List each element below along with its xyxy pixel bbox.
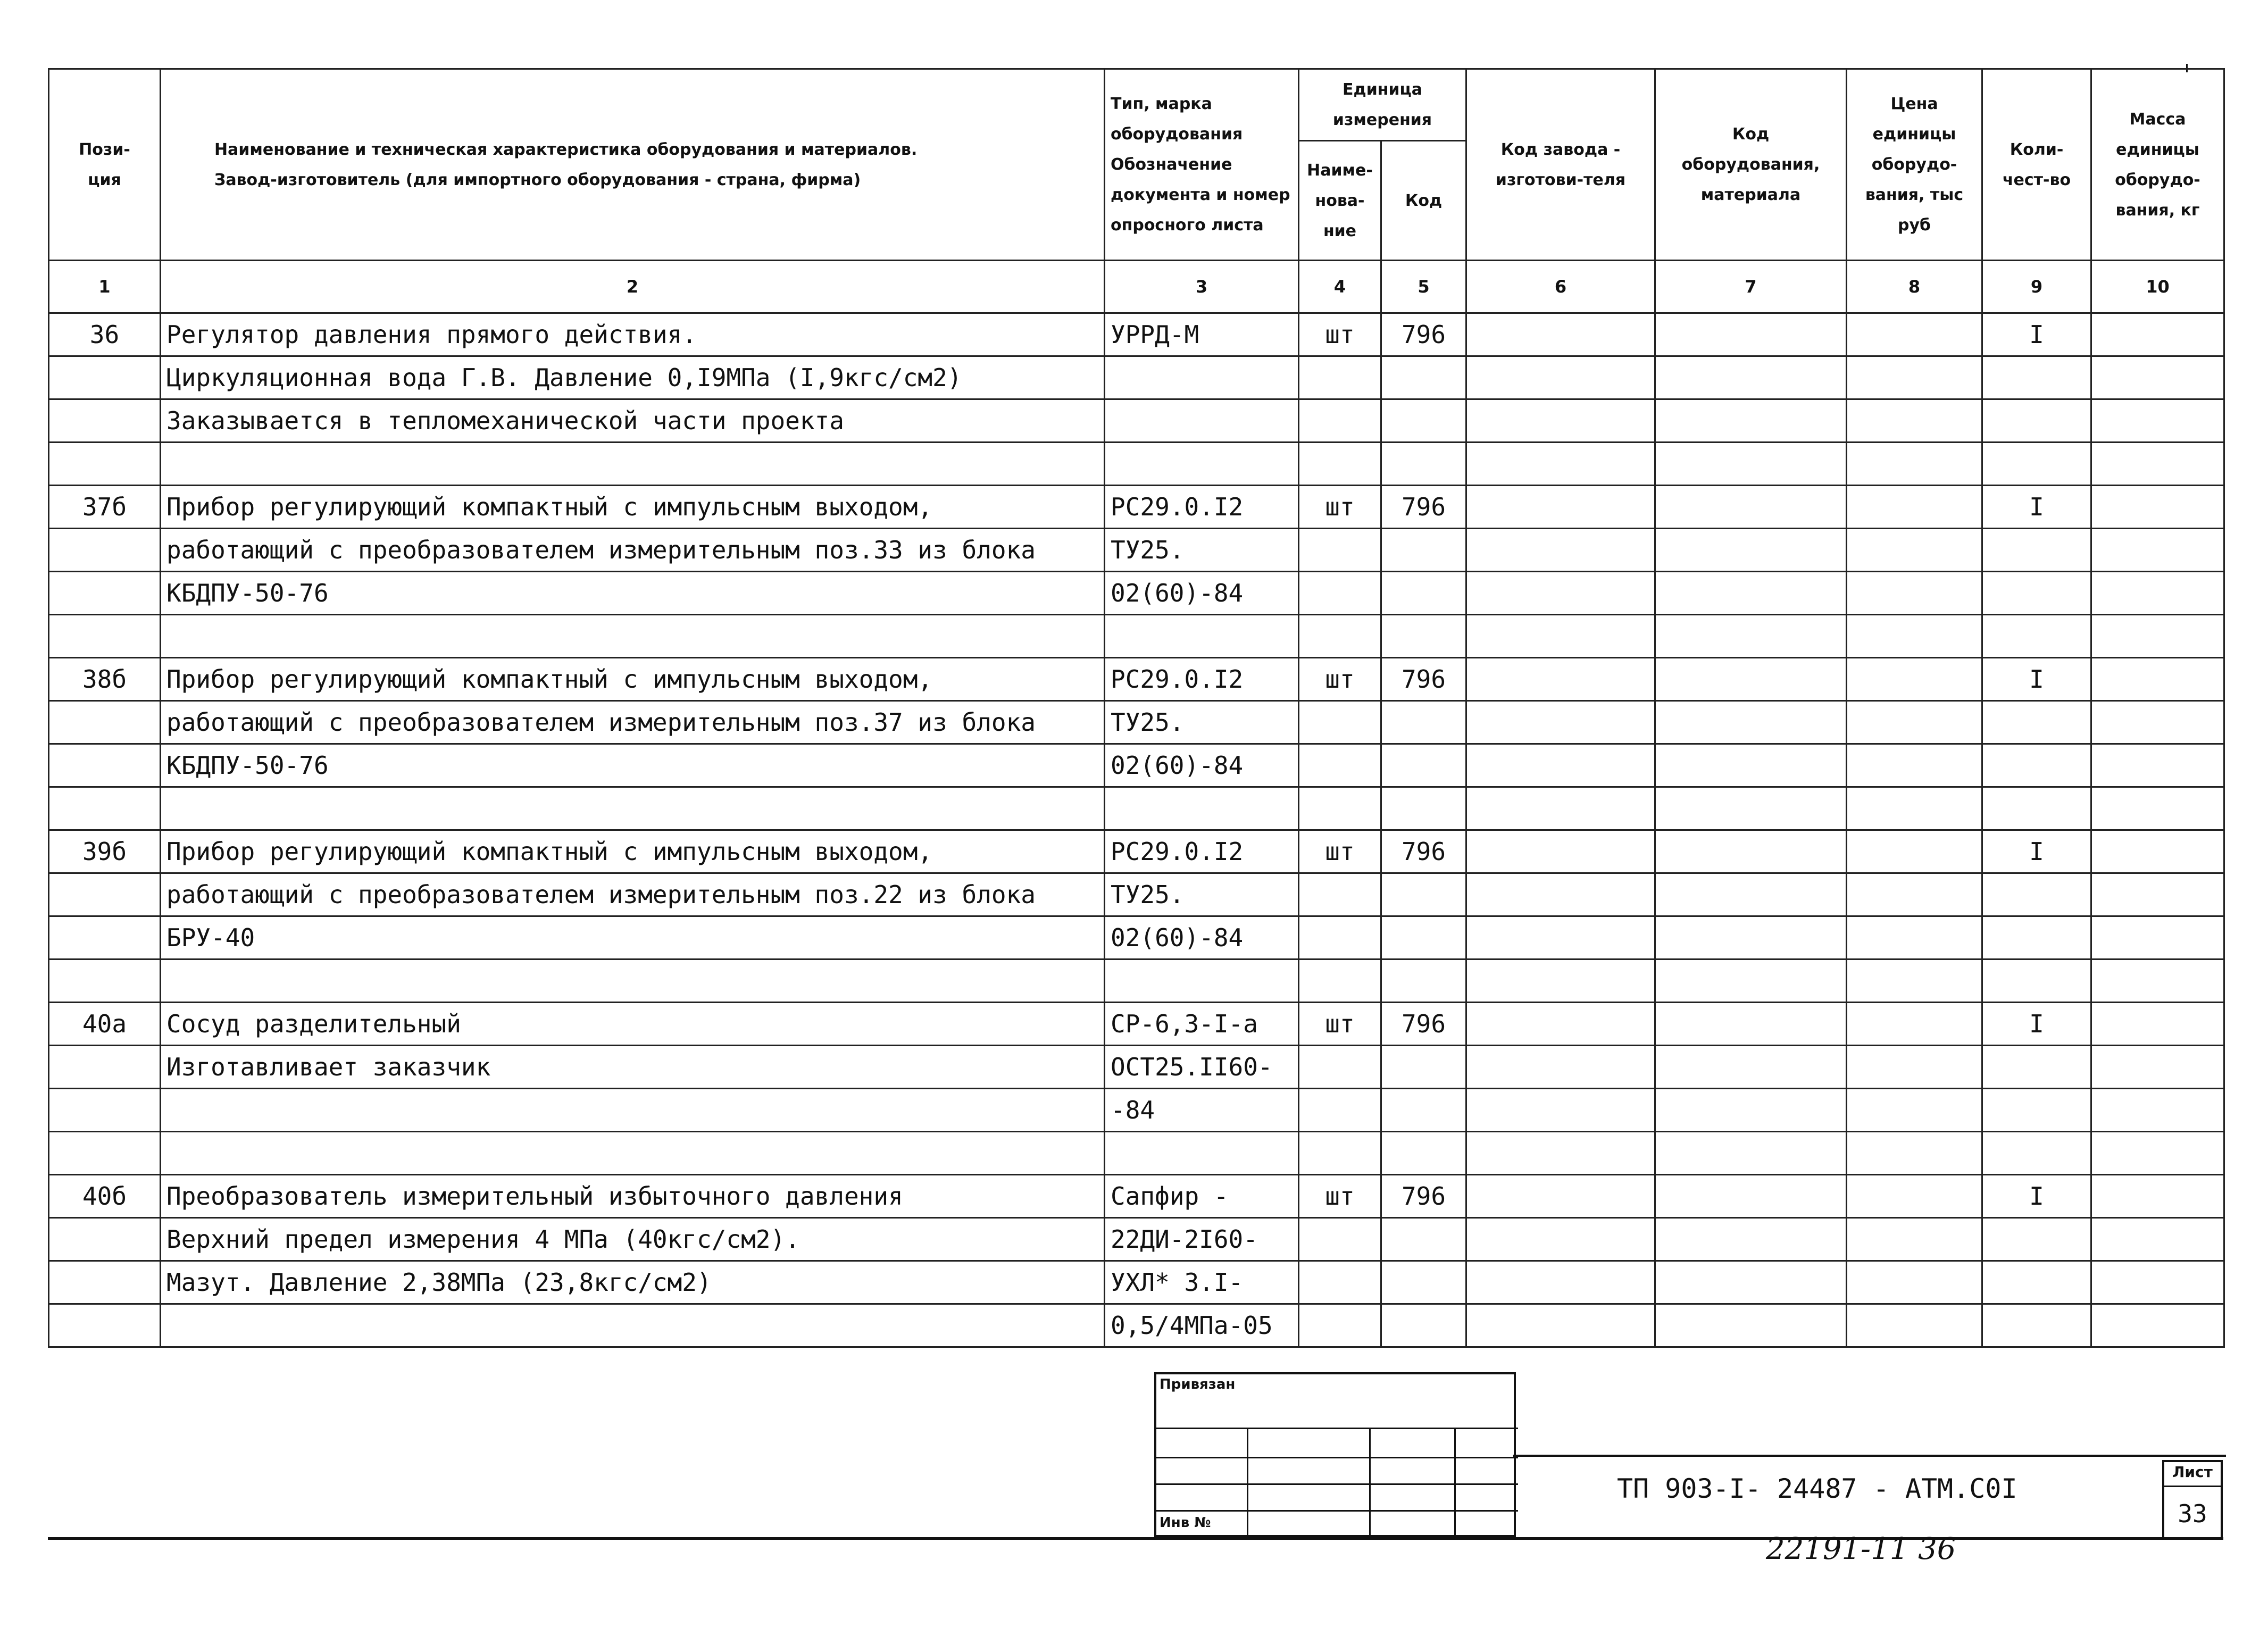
column-number-2: 2: [161, 261, 1105, 313]
position-cell: 37б: [49, 486, 161, 529]
price-cell: [1847, 1175, 1982, 1218]
quantity-cell: [1982, 356, 2091, 399]
mass-cell: [2091, 830, 2224, 873]
mass-cell: [2091, 744, 2224, 787]
equipment-code-cell: [1655, 744, 1847, 787]
unit-cell: [1299, 572, 1381, 615]
sheet-number-box: [2162, 1460, 2223, 1540]
equipment-code-cell: [1655, 830, 1847, 873]
price-cell: [1847, 744, 1982, 787]
mass-cell: [2091, 1261, 2224, 1304]
price-cell: [1847, 916, 1982, 959]
position-cell: [49, 615, 161, 658]
header-name-line1: Наименование и техническая характеристика оборудования и материалов.: [214, 140, 918, 159]
mass-cell: [2091, 1132, 2224, 1175]
mass-cell: [2091, 1089, 2224, 1132]
unit-cell: [1299, 701, 1381, 744]
price-cell: [1847, 529, 1982, 572]
name-cell: [161, 1304, 1105, 1347]
equipment-code-cell: [1655, 1261, 1847, 1304]
factory-code-cell: [1466, 701, 1655, 744]
price-cell: [1847, 701, 1982, 744]
unit-cell: [1299, 916, 1381, 959]
quantity-cell: [1982, 1089, 2091, 1132]
position-cell: [49, 1218, 161, 1261]
quantity-cell: [1982, 1261, 2091, 1304]
position-cell: [49, 873, 161, 916]
unit-code-cell: [1381, 1261, 1466, 1304]
factory-code-cell: [1466, 1046, 1655, 1089]
mass-cell: [2091, 658, 2224, 701]
name-cell: [161, 1132, 1105, 1175]
sheet-label: Лист: [2172, 1463, 2213, 1481]
unit-code-cell: [1381, 443, 1466, 486]
name-cell: [161, 1089, 1105, 1132]
factory-code-cell: [1466, 744, 1655, 787]
factory-code-cell: [1466, 486, 1655, 529]
position-cell: [49, 701, 161, 744]
unit-code-cell: [1381, 744, 1466, 787]
unit-cell: шт: [1299, 486, 1381, 529]
unit-code-cell: [1381, 399, 1466, 443]
price-cell: [1847, 1046, 1982, 1089]
unit-code-cell: [1381, 1218, 1466, 1261]
position-cell: [49, 443, 161, 486]
column-number-1: 1: [49, 261, 161, 313]
table-row: [49, 1175, 2224, 1218]
mass-cell: [2091, 959, 2224, 1003]
unit-cell: шт: [1299, 830, 1381, 873]
type-cell: [1105, 787, 1299, 830]
equipment-code-cell: [1655, 658, 1847, 701]
unit-code-cell: [1381, 529, 1466, 572]
specification-table: [48, 68, 2225, 1348]
position-cell: [49, 744, 161, 787]
position-cell: 40а: [49, 1003, 161, 1046]
factory-code-cell: [1466, 443, 1655, 486]
unit-cell: [1299, 787, 1381, 830]
equipment-code-cell: [1655, 572, 1847, 615]
position-cell: [49, 1304, 161, 1347]
header-position: Пози- ция: [49, 69, 161, 261]
name-cell: работающий с преобразователем измерительным поз.22 из блока: [161, 873, 1105, 916]
quantity-cell: I: [1982, 658, 2091, 701]
unit-cell: шт: [1299, 1003, 1381, 1046]
mass-cell: [2091, 615, 2224, 658]
equipment-code-cell: [1655, 313, 1847, 356]
header-unit-code: Код: [1381, 141, 1466, 261]
table-row: [49, 443, 2224, 486]
position-cell: 36: [49, 313, 161, 356]
type-cell: ТУ25.: [1105, 873, 1299, 916]
unit-cell: [1299, 873, 1381, 916]
quantity-cell: [1982, 744, 2091, 787]
table-row: [49, 1046, 2224, 1089]
factory-code-cell: [1466, 1003, 1655, 1046]
table-row: [49, 1218, 2224, 1261]
column-number-3: 3: [1105, 261, 1299, 313]
type-cell: [1105, 399, 1299, 443]
table-row: [49, 830, 2224, 873]
quantity-cell: [1982, 572, 2091, 615]
equipment-code-cell: [1655, 701, 1847, 744]
quantity-cell: [1982, 1304, 2091, 1347]
quantity-cell: I: [1982, 486, 2091, 529]
name-cell: Прибор регулирующий компактный с импульсным выходом,: [161, 830, 1105, 873]
document-code: ТП 903-I- 24487 - АТМ.С0I: [1617, 1473, 2017, 1504]
price-cell: [1847, 615, 1982, 658]
quantity-cell: [1982, 701, 2091, 744]
price-cell: [1847, 1003, 1982, 1046]
equipment-code-cell: [1655, 399, 1847, 443]
unit-code-cell: [1381, 1304, 1466, 1347]
type-cell: -84: [1105, 1089, 1299, 1132]
type-cell: [1105, 1132, 1299, 1175]
type-cell: 02(60)-84: [1105, 572, 1299, 615]
equipment-code-cell: [1655, 1003, 1847, 1046]
unit-code-cell: 796: [1381, 830, 1466, 873]
table-row: [49, 486, 2224, 529]
position-cell: [49, 1089, 161, 1132]
factory-code-cell: [1466, 529, 1655, 572]
mass-cell: [2091, 787, 2224, 830]
factory-code-cell: [1466, 1304, 1655, 1347]
unit-cell: шт: [1299, 313, 1381, 356]
unit-cell: [1299, 399, 1381, 443]
header-price: Цена единицы оборудо-вания, тыс руб: [1847, 69, 1982, 261]
equipment-code-cell: [1655, 787, 1847, 830]
unit-code-cell: [1381, 873, 1466, 916]
name-cell: Изготавливает заказчик: [161, 1046, 1105, 1089]
unit-cell: [1299, 443, 1381, 486]
quantity-cell: I: [1982, 1175, 2091, 1218]
mass-cell: [2091, 916, 2224, 959]
unit-cell: шт: [1299, 658, 1381, 701]
unit-cell: шт: [1299, 1175, 1381, 1218]
table-row: [49, 572, 2224, 615]
column-number-5: 5: [1381, 261, 1466, 313]
column-number-10: 10: [2091, 261, 2224, 313]
factory-code-cell: [1466, 787, 1655, 830]
unit-code-cell: 796: [1381, 313, 1466, 356]
unit-cell: [1299, 1304, 1381, 1347]
position-cell: [49, 399, 161, 443]
name-cell: работающий с преобразователем измерительным поз.37 из блока: [161, 701, 1105, 744]
table-row: [49, 916, 2224, 959]
column-numbers-row: [49, 261, 2224, 313]
name-cell: Преобразователь измерительный избыточного давления: [161, 1175, 1105, 1218]
quantity-cell: [1982, 1132, 2091, 1175]
unit-cell: [1299, 1132, 1381, 1175]
stamp-tied-label: Привязан: [1160, 1376, 1236, 1392]
column-number-7: 7: [1655, 261, 1847, 313]
price-cell: [1847, 830, 1982, 873]
quantity-cell: I: [1982, 1003, 2091, 1046]
table-row: [49, 744, 2224, 787]
equipment-code-cell: [1655, 356, 1847, 399]
header-quantity: Коли-чест-во: [1982, 69, 2091, 261]
type-cell: [1105, 443, 1299, 486]
name-cell: Заказывается в тепломеханической части проекта: [161, 399, 1105, 443]
equipment-code-cell: [1655, 1089, 1847, 1132]
price-cell: [1847, 313, 1982, 356]
mass-cell: [2091, 443, 2224, 486]
equipment-code-cell: [1655, 1046, 1847, 1089]
table-row: [49, 1261, 2224, 1304]
quantity-cell: I: [1982, 313, 2091, 356]
equipment-code-cell: [1655, 916, 1847, 959]
quantity-cell: I: [1982, 830, 2091, 873]
quantity-cell: [1982, 1218, 2091, 1261]
unit-code-cell: 796: [1381, 1175, 1466, 1218]
factory-code-cell: [1466, 356, 1655, 399]
name-cell: [161, 787, 1105, 830]
mass-cell: [2091, 1218, 2224, 1261]
type-cell: УХЛ* 3.I-: [1105, 1261, 1299, 1304]
equipment-code-cell: [1655, 486, 1847, 529]
table-row: [49, 873, 2224, 916]
type-cell: Сапфир -: [1105, 1175, 1299, 1218]
unit-cell: [1299, 744, 1381, 787]
header-name: [161, 69, 1105, 261]
stamp-inv-label: Инв №: [1160, 1515, 1211, 1531]
position-cell: [49, 1046, 161, 1089]
column-number-8: 8: [1847, 261, 1982, 313]
table-row: [49, 615, 2224, 658]
price-cell: [1847, 399, 1982, 443]
type-cell: [1105, 959, 1299, 1003]
table-row: [49, 787, 2224, 830]
header-equipment-code: Код оборудования, материала: [1655, 69, 1847, 261]
factory-code-cell: [1466, 313, 1655, 356]
header-type: Тип, марка оборудования Обозначение документа и номер опросного листа: [1105, 69, 1299, 261]
quantity-cell: [1982, 615, 2091, 658]
type-cell: СР-6,3-I-а: [1105, 1003, 1299, 1046]
header-mass: Масса единицы оборудо-вания, кг: [2091, 69, 2224, 261]
mass-cell: [2091, 356, 2224, 399]
factory-code-cell: [1466, 658, 1655, 701]
factory-code-cell: [1466, 1261, 1655, 1304]
mass-cell: [2091, 701, 2224, 744]
equipment-code-cell: [1655, 1132, 1847, 1175]
quantity-cell: [1982, 873, 2091, 916]
name-cell: БРУ-40: [161, 916, 1105, 959]
name-cell: Регулятор давления прямого действия.: [161, 313, 1105, 356]
type-cell: ТУ25.: [1105, 529, 1299, 572]
type-cell: ОСТ25.II60-: [1105, 1046, 1299, 1089]
name-cell: Верхний предел измерения 4 МПа (40кгс/см2).: [161, 1218, 1105, 1261]
quantity-cell: [1982, 1046, 2091, 1089]
mass-cell: [2091, 1046, 2224, 1089]
price-cell: [1847, 1132, 1982, 1175]
column-number-9: 9: [1982, 261, 2091, 313]
archive-number: 22191-11 36: [1766, 1532, 1956, 1566]
unit-code-cell: 796: [1381, 1003, 1466, 1046]
type-cell: [1105, 615, 1299, 658]
mass-cell: [2091, 399, 2224, 443]
name-cell: Сосуд разделительный: [161, 1003, 1105, 1046]
mass-cell: [2091, 529, 2224, 572]
price-cell: [1847, 787, 1982, 830]
table-row: [49, 529, 2224, 572]
unit-code-cell: [1381, 701, 1466, 744]
quantity-cell: [1982, 529, 2091, 572]
sheet-number: 33: [2178, 1499, 2207, 1528]
type-cell: 22ДИ-2I60-: [1105, 1218, 1299, 1261]
unit-cell: [1299, 1046, 1381, 1089]
equipment-code-cell: [1655, 1218, 1847, 1261]
header-unit-name: Наиме-нова-ние: [1299, 141, 1381, 261]
equipment-code-cell: [1655, 615, 1847, 658]
type-cell: ТУ25.: [1105, 701, 1299, 744]
position-cell: [49, 529, 161, 572]
position-cell: [49, 916, 161, 959]
table-row: [49, 1304, 2224, 1347]
table-row: [49, 1089, 2224, 1132]
factory-code-cell: [1466, 830, 1655, 873]
equipment-code-cell: [1655, 1304, 1847, 1347]
factory-code-cell: [1466, 1175, 1655, 1218]
price-cell: [1847, 1218, 1982, 1261]
position-cell: [49, 356, 161, 399]
name-cell: Мазут. Давление 2,38МПа (23,8кгс/см2): [161, 1261, 1105, 1304]
unit-cell: [1299, 356, 1381, 399]
price-cell: [1847, 658, 1982, 701]
factory-code-cell: [1466, 1218, 1655, 1261]
factory-code-cell: [1466, 1089, 1655, 1132]
mass-cell: [2091, 572, 2224, 615]
price-cell: [1847, 486, 1982, 529]
position-cell: [49, 1261, 161, 1304]
position-cell: [49, 572, 161, 615]
name-cell: [161, 959, 1105, 1003]
approval-stamp: [1154, 1372, 1516, 1537]
unit-code-cell: [1381, 916, 1466, 959]
unit-code-cell: [1381, 572, 1466, 615]
unit-code-cell: [1381, 959, 1466, 1003]
factory-code-cell: [1466, 959, 1655, 1003]
unit-code-cell: [1381, 787, 1466, 830]
price-cell: [1847, 873, 1982, 916]
quantity-cell: [1982, 787, 2091, 830]
price-cell: [1847, 572, 1982, 615]
factory-code-cell: [1466, 615, 1655, 658]
unit-code-cell: [1381, 1132, 1466, 1175]
unit-code-cell: [1381, 356, 1466, 399]
table-row: [49, 399, 2224, 443]
name-cell: работающий с преобразователем измерительным поз.33 из блока: [161, 529, 1105, 572]
mass-cell: [2091, 313, 2224, 356]
mass-cell: [2091, 1304, 2224, 1347]
table-row: [49, 1132, 2224, 1175]
name-cell: [161, 615, 1105, 658]
table-row: [49, 313, 2224, 356]
price-cell: [1847, 356, 1982, 399]
equipment-code-cell: [1655, 959, 1847, 1003]
price-cell: [1847, 959, 1982, 1003]
table-row: [49, 658, 2224, 701]
name-cell: [161, 443, 1105, 486]
type-cell: 02(60)-84: [1105, 744, 1299, 787]
unit-code-cell: [1381, 615, 1466, 658]
factory-code-cell: [1466, 572, 1655, 615]
factory-code-cell: [1466, 1132, 1655, 1175]
table-row: [49, 701, 2224, 744]
type-cell: РС29.0.I2: [1105, 486, 1299, 529]
price-cell: [1847, 1261, 1982, 1304]
name-cell: Циркуляционная вода Г.В. Давление 0,I9МПа (I,9кгс/см2): [161, 356, 1105, 399]
type-cell: 02(60)-84: [1105, 916, 1299, 959]
position-cell: [49, 787, 161, 830]
factory-code-cell: [1466, 916, 1655, 959]
mass-cell: [2091, 873, 2224, 916]
name-cell: Прибор регулирующий компактный с импульсным выходом,: [161, 658, 1105, 701]
table-body: [49, 313, 2224, 1347]
unit-cell: [1299, 1261, 1381, 1304]
equipment-code-cell: [1655, 529, 1847, 572]
equipment-code-cell: [1655, 443, 1847, 486]
column-number-6: 6: [1466, 261, 1655, 313]
unit-cell: [1299, 615, 1381, 658]
unit-cell: [1299, 959, 1381, 1003]
mass-cell: [2091, 1175, 2224, 1218]
column-number-4: 4: [1299, 261, 1381, 313]
quantity-cell: [1982, 399, 2091, 443]
unit-code-cell: 796: [1381, 486, 1466, 529]
header-name-line2: Завод-изготовитель (для импортного оборудования - страна, фирма): [214, 170, 861, 189]
position-cell: [49, 959, 161, 1003]
position-cell: [49, 1132, 161, 1175]
price-cell: [1847, 1304, 1982, 1347]
factory-code-cell: [1466, 873, 1655, 916]
quantity-cell: [1982, 916, 2091, 959]
unit-cell: [1299, 1218, 1381, 1261]
name-cell: Прибор регулирующий компактный с импульсным выходом,: [161, 486, 1105, 529]
mass-cell: [2091, 1003, 2224, 1046]
mass-cell: [2091, 486, 2224, 529]
table-row: [49, 356, 2224, 399]
position-cell: 40б: [49, 1175, 161, 1218]
equipment-code-cell: [1655, 873, 1847, 916]
unit-cell: [1299, 529, 1381, 572]
type-cell: РС29.0.I2: [1105, 658, 1299, 701]
name-cell: КБДПУ-50-76: [161, 744, 1105, 787]
type-cell: РС29.0.I2: [1105, 830, 1299, 873]
header-factory-code: Код завода - изготови-теля: [1466, 69, 1655, 261]
type-cell: УРРД-М: [1105, 313, 1299, 356]
position-cell: 38б: [49, 658, 161, 701]
position-cell: 39б: [49, 830, 161, 873]
name-cell: КБДПУ-50-76: [161, 572, 1105, 615]
unit-code-cell: [1381, 1089, 1466, 1132]
unit-code-cell: 796: [1381, 658, 1466, 701]
unit-code-cell: [1381, 1046, 1466, 1089]
type-cell: 0,5/4МПа-05: [1105, 1304, 1299, 1347]
quantity-cell: [1982, 959, 2091, 1003]
price-cell: [1847, 443, 1982, 486]
equipment-code-cell: [1655, 1175, 1847, 1218]
type-cell: [1105, 356, 1299, 399]
unit-cell: [1299, 1089, 1381, 1132]
factory-code-cell: [1466, 399, 1655, 443]
table-row: [49, 1003, 2224, 1046]
price-cell: [1847, 1089, 1982, 1132]
quantity-cell: [1982, 443, 2091, 486]
table-row: [49, 959, 2224, 1003]
header-unit: Единица измерения: [1299, 69, 1466, 141]
